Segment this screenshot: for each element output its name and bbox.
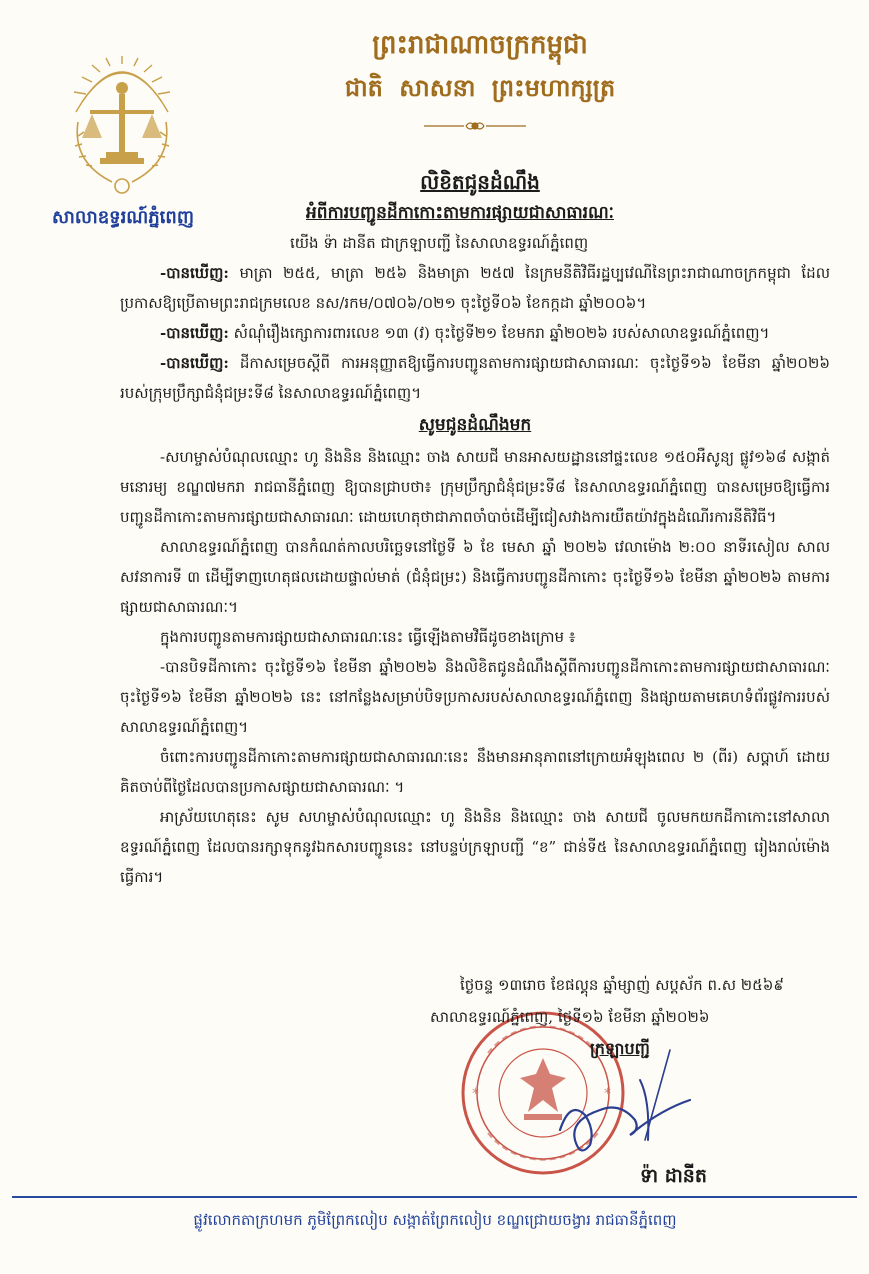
seen-label: -បានឃើញ: [160,324,229,342]
author-line: យើង ទ៉ា ដានីត ជាក្រឡាបញ្ជី នៃសាលាឧទ្ធរណ៍ភ្នំពេញ [290,234,589,252]
announce-heading: សូមជូនដំណឹងមក [418,415,532,435]
seen-text: មាត្រា ២៥៥, មាត្រា ២៥៦ និងមាត្រា ២៥៧ នៃក្រមនីតិវិធីរដ្ឋប្បវេណីនៃព្រះរាជាណាចក្រកម្ពុជា ដែលប្រកាសឱ្យប្រើតាមព្រះរាជក្រមលេខ នស/រកម/០៧០៦/០២១ ចុះថ្ងៃទី០៦ ខែកក្កដា ឆ្នាំ២០០៦។ [120,264,830,312]
notice-paragraph: -សហម្ចាស់បំណុលឈ្មោះ ហូ និងនិន និងឈ្មោះ ចាង សាយជី មានអាសយដ្ឋាននៅផ្ទះលេខ ១៥០អឺសូន្យ ផ្លូវ១៦៨ សង្កាត់មនោរម្យ ខណ្ឌ៧មករា រាជធានីភ្នំពេញ ឱ្យបានជ្រាបថា៖ ក្រុមប្រឹក្សាជំនុំជម្រះទី៨ នៃសាលាឧទ្ធរណ៍ភ្នំពេញ បានសម្រេចឱ្យធ្វើការបញ្ជូនដីកាកោះតាមការផ្សាយជាសាធារណៈ ដោយហេតុថាជាភាពចាំបាច់ដើម្បីជៀសវាងការយឺតយ៉ាវក្នុងដំណើរការនីតិវិធី។ [120,448,830,526]
seen-clause-3 [120,348,830,408]
document-subtitle: អំពីការបញ្ជូនដីកាកោះតាមការផ្សាយជាសាធារណៈ [305,203,614,223]
kingdom-title: ព្រះរាជាណាចក្រកម្ពុជា [372,30,588,60]
seen-text: ដីកាសម្រេចស្តីពី ការអនុញ្ញាតឱ្យធ្វើការបញ្ជូនតាមការផ្សាយជាសាធារណៈ ចុះថ្ងៃទី១៦ ខែមីនា ឆ្នាំ២០២៦ របស់ក្រុមប្រឹក្សាជំនុំជម្រះទី៨ នៃសាលាឧទ្ធរណ៍ភ្នំពេញ។ [120,354,830,402]
document-title: លិខិតជូនដំណឹង [420,170,540,194]
seen-label: -បានឃើញ: [160,264,229,282]
place-date: សាលាឧទ្ធរណ៍ភ្នំពេញ, ថ្ងៃទី១៦ ខែមីនា ឆ្នាំ២០២៦ [430,1008,710,1026]
posting-paragraph: -បានបិទដីកាកោះ ចុះថ្ងៃទី១៦ ខែមីនា ឆ្នាំ២០២៦ និងលិខិតជូនដំណឹងស្តីពីការបញ្ជូនដីកាកោះតាមការផ្សាយជាសាធារណៈ ចុះថ្ងៃទី១៦ ខែមីនា ឆ្នាំ២០២៦ នេះ នៅកន្លែងសម្រាប់បិទប្រកាសរបស់សាលាឧទ្ធរណ៍ភ្នំពេញ និងផ្សាយតាមគេហទំព័រផ្លូវការរបស់សាលាឧទ្ធរណ៍ភ្នំពេញ។ [120,658,830,736]
seen-label: -បានឃើញ: [160,354,229,372]
svg-text:*: * [472,1086,479,1102]
effect-paragraph: ចំពោះការបញ្ជូនដីកាកោះតាមការផ្សាយជាសាធារណៈនេះ នឹងមានអានុភាពនៅក្រោយអំឡុងពេល ២ (ពីរ) សប្តាហ៍ ដោយគិតចាប់ពីថ្ងៃដែលបានប្រកាសផ្សាយជាសាធារណៈ ។ [120,748,830,796]
method-paragraph: ក្នុងការបញ្ជូនតាមការផ្សាយជាសាធារណៈនេះ ធ្វើឡើងតាមវិធីដូចខាងក្រោម ៖ [160,628,576,646]
svg-text:*: * [604,1086,611,1102]
seen-clause-2 [120,318,830,348]
footer-address: ផ្លូវលោកតាក្រហមក ភូមិព្រែកលៀប សង្កាត់ព្រែកលៀប ខណ្ឌជ្រោយចង្វារ រាជធានីភ្នំពេញ [193,1211,677,1229]
document-body [120,228,830,892]
collection-paragraph: អាស្រ័យហេតុនេះ សូម សហម្ចាស់បំណុលឈ្មោះ ហូ និងនិន និងឈ្មោះ ចាង សាយជី ចូលមកយកដីកាកោះនៅសាលាឧទ្ធរណ៍ភ្នំពេញ ដែលបានរក្សាទុកនូវឯកសារបញ្ជូននេះ នៅបន្ទប់ក្រឡាបញ្ជី “ខ” ជាន់ទី៥ នៃសាលាឧទ្ធរណ៍ភ្នំពេញ រៀងរាល់ម៉ោងធ្វើការ។ [120,808,830,886]
court-emblem-icon [62,52,182,202]
footer-divider [12,1196,857,1198]
clerk-title: ក្រឡាបញ្ជី [590,1039,650,1058]
signer-name: ទ៉ា ដានីត [640,1165,707,1187]
court-name: សាលាឧទ្ធរណ៍ភ្នំពេញ [52,207,194,228]
seen-clause-1 [120,258,830,318]
national-motto: ជាតិ សាសនា ព្រះមហាក្សត្រ [344,73,616,102]
lunar-date: ថ្ងៃចន្ទ ១៣រោច ខែផល្គុន ឆ្នាំម្សាញ់ សប្តស័ក ព.ស ២៥៦៩ [460,976,785,994]
seen-text: សំណុំរឿងក្សោការពារលេខ ១៣ (វ) ចុះថ្ងៃទី២១ ខែមករា ឆ្នាំ២០២៦ របស់សាលាឧទ្ធរណ៍ភ្នំពេញ។ [228,324,770,342]
hearing-paragraph: សាលាឧទ្ធរណ៍ភ្នំពេញ បានកំណត់កាលបរិច្ឆេទនៅថ្ងៃទី ៦ ខែ មេសា ឆ្នាំ ២០២៦ វេលាម៉ោង ២:០០ នាទីរសៀល សាលសវនាការទី ៣ ដើម្បីទាញហេតុផលដោយផ្ទាល់មាត់ (ជំនុំជម្រះ) និងធ្វើការបញ្ជូនដីកាកោះ ចុះថ្ងៃទី១៦ ខែមីនា ឆ្នាំ២០២៦ តាមការផ្សាយជាសាធារណៈ។ [120,538,830,616]
ornament-divider-icon [420,118,530,134]
